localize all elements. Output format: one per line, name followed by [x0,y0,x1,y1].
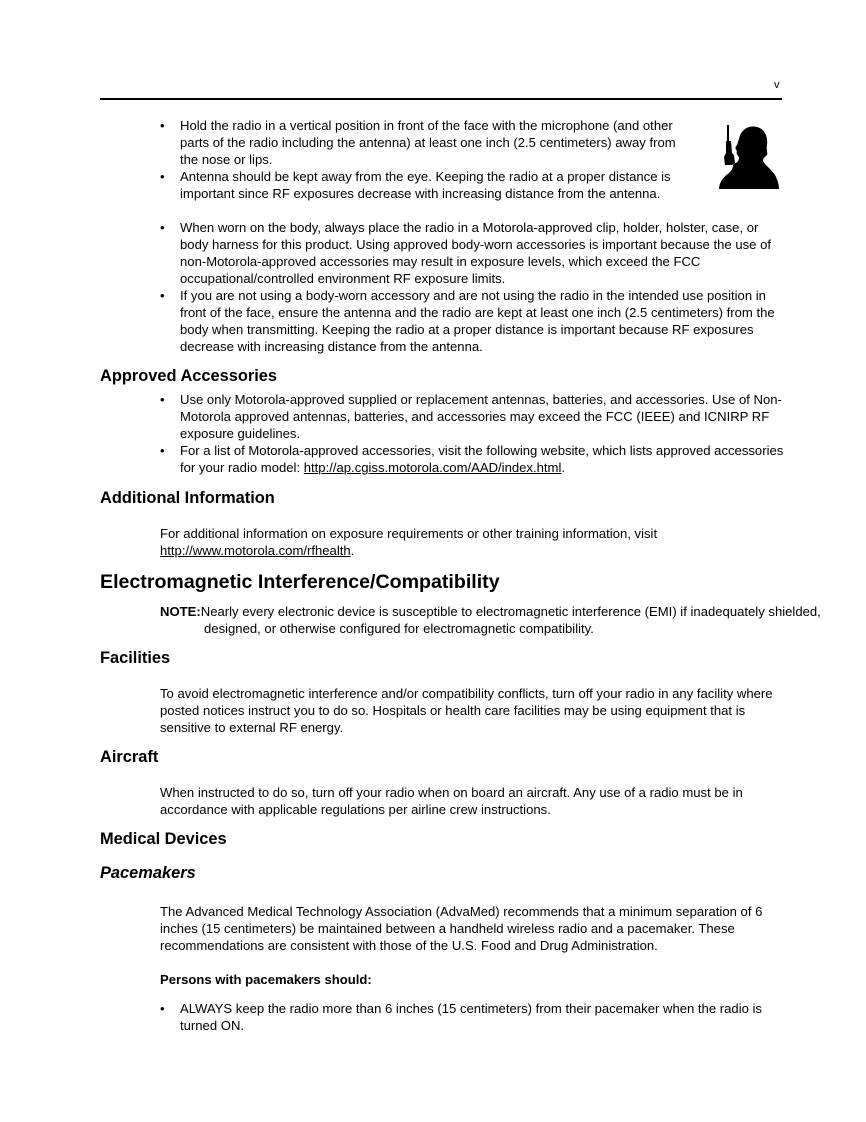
list-item [160,442,788,476]
medical-devices-heading: Medical Devices [100,830,227,848]
approved-accessories-heading: Approved Accessories [100,367,278,385]
additional-information-heading: Additional Information [100,489,275,507]
rfhealth-link[interactable]: http://www.motorola.com/rfhealth [160,543,351,558]
approved-accessories-list [160,391,788,476]
header-rule [100,98,782,100]
list-item-text: For a list of Motorola-approved accessories, visit the following website, which lists approved accessories for your radio model: [180,443,784,475]
list-item: • Hold the radio in a vertical position in front of the face with the microphone (and other parts of the radio including the antenna) at least one inch (2.5 centimeters) away from the nose or lips. [160,117,680,168]
aircraft-text: When instructed to do so, turn off your radio when on board an aircraft. Any use of a radio must be in accordance with applicable regulations per airline crew instructions. [160,785,743,817]
facilities-text: To avoid electromagnetic interference and/or compatibility conflicts, turn off your radio in any facility where posted notices instruct you to do so. Hospitals or health care facilities may be using equipment that is sensitive to external RF energy. [160,686,773,735]
note-label: NOTE: [160,604,201,619]
additional-information-end: . [350,543,355,558]
pacemaker-list [160,1000,780,1034]
facilities-heading: Facilities [100,649,171,667]
rf-exposure-list [160,117,680,202]
list-item: • When worn on the body, always place the radio in a Motorola-approved clip, holder, holster, case, or body harness for this product. Using approved body-worn accessories is important because the use of non-Motorola-approved accessories may result in exposure levels, which exceed the FCC occupational/controlled environment RF exposure limits. [160,219,788,287]
pacemakers-text: The Advanced Medical Technology Association (AdvaMed) recommends that a minimum separation of 6 inches (15 centimeters) be maintained between a handheld wireless radio and a pacemaker. These recommendations are consistent with those of the U.S. Food and Drug Administration. [160,904,763,953]
list-item: • Use only Motorola-approved supplied or replacement antennas, batteries, and accessories. Use of Non-Motorola approved antennas, batteries, and accessories may exceed the FCC (IEEE) and ICNIRP RF exposure guidelines. [160,391,788,442]
additional-information-body: For additional information on exposure requirements or other training information, visit [160,526,658,541]
emi-note [160,603,834,637]
approved-accessories-link[interactable]: http://ap.cgiss.motorola.com/AAD/index.html [303,460,562,475]
person-with-radio-silhouette-icon [713,123,779,189]
list-item: • Antenna should be kept away from the eye. Keeping the radio at a proper distance is important since RF exposures decrease with increasing distance from the antenna. [160,168,680,202]
list-item-end: . [561,460,565,475]
emi-heading: Electromagnetic Interference/Compatibility [100,571,500,593]
aircraft-heading: Aircraft [100,748,159,766]
persons-with-pacemakers-heading: Persons with pacemakers should: [160,972,372,987]
note-text: Nearly every electronic device is susceptible to electromagnetic interference (EMI) if inadequately shielded, designed, or otherwise configured for electromagnetic compatibility. [200,604,821,636]
additional-information-text [160,525,780,559]
list-item: • If you are not using a body-worn accessory and are not using the radio in the intended use position in front of the face, ensure the antenna and the radio are kept at least one inch (2.5 centimeters) from the body when transmitting. Keeping the radio at a proper distance is important because RF exposures decrease with increasing distance from the antenna. [160,287,788,355]
rf-exposure-list-continued [160,219,788,355]
pacemakers-heading: Pacemakers [100,864,196,882]
list-item: • ALWAYS keep the radio more than 6 inches (15 centimeters) from their pacemaker when the radio is turned ON. [160,1000,780,1034]
page-number: v [774,79,780,91]
